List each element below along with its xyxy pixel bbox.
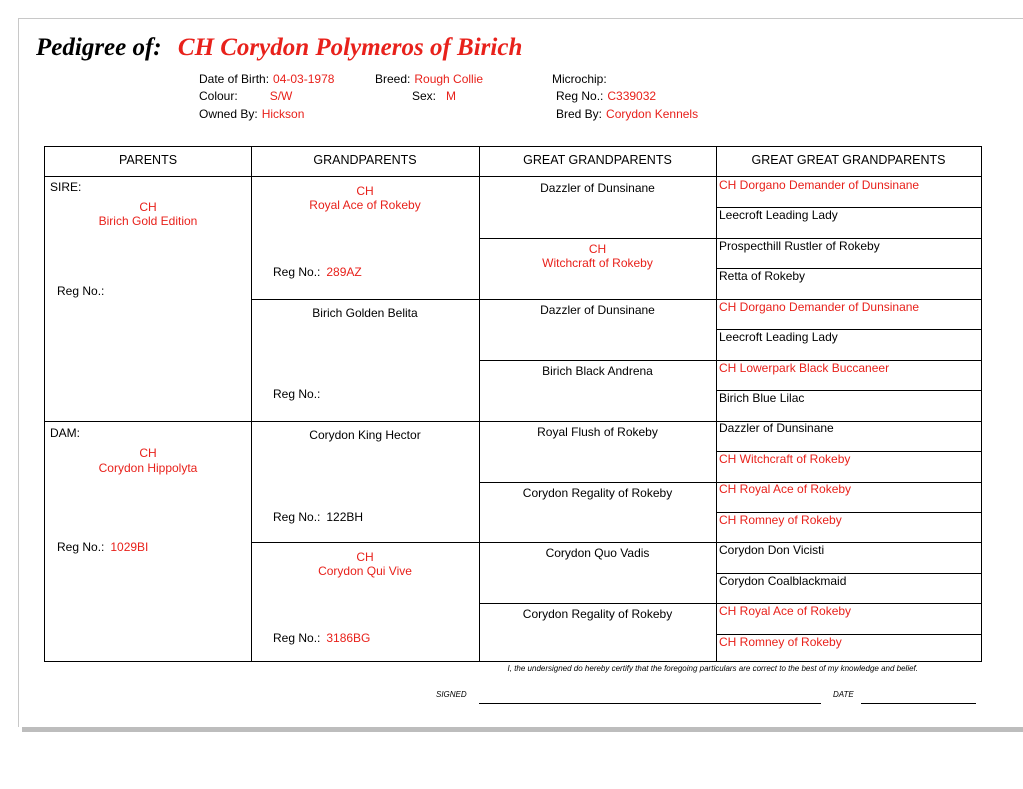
divider bbox=[479, 147, 480, 661]
sire-label: SIRE: bbox=[50, 180, 82, 194]
sex-value: M bbox=[446, 89, 457, 103]
ggg-entry: Corydon Don Vicisti bbox=[719, 543, 825, 557]
microchip-field: Microchip: bbox=[552, 72, 607, 86]
ggg-entry: CH Lowerpark Black Buccaneer bbox=[719, 361, 890, 375]
ggg-entry: Leecroft Leading Lady bbox=[719, 208, 838, 222]
sire-name: Birich Gold Edition bbox=[98, 214, 198, 228]
reg-no-field: Reg No.: C339032 bbox=[556, 89, 657, 103]
owned-by-field: Owned By: Hickson bbox=[199, 107, 305, 121]
col-header-great-great-grandparents: GREAT GREAT GRANDPARENTS bbox=[716, 147, 981, 177]
reg-no-value: C339032 bbox=[607, 89, 657, 103]
great-grandparent-name: Corydon Regality of Rokeby bbox=[522, 486, 673, 500]
great-grandparent-name: Dazzler of Dunsinane bbox=[540, 303, 655, 317]
great-grandparent-name: Corydon Regality of Rokeby bbox=[522, 607, 673, 621]
divider bbox=[716, 147, 717, 661]
pedigree-table bbox=[44, 146, 982, 662]
ggg-entry: Corydon Coalblackmaid bbox=[719, 574, 847, 588]
great-grandparent-name: Witchcraft of Rokeby bbox=[542, 256, 653, 270]
title-prefix: Pedigree of: bbox=[36, 34, 162, 61]
ggg-entry: CH Witchcraft of Rokeby bbox=[719, 452, 851, 466]
grandparent-reg: Reg No.: 3186BG bbox=[273, 631, 371, 645]
great-grandparent-name: Royal Flush of Rokeby bbox=[537, 425, 658, 439]
ggg-entry: CH Romney of Rokeby bbox=[719, 513, 842, 527]
ggg-entry: Retta of Rokeby bbox=[719, 269, 806, 283]
grandparent-reg: Reg No.: bbox=[273, 387, 321, 401]
grandparent-title: CH bbox=[356, 184, 374, 198]
grandparent-name: Corydon Qui Vive bbox=[318, 564, 412, 578]
signed-label: SIGNED bbox=[436, 690, 467, 699]
dam-label: DAM: bbox=[50, 426, 80, 440]
breed-value: Rough Collie bbox=[414, 72, 484, 86]
page-title bbox=[36, 34, 522, 62]
grandparent-title: CH bbox=[356, 550, 374, 564]
ggg-entry: Dazzler of Dunsinane bbox=[719, 421, 834, 435]
ggg-entry: CH Royal Ace of Rokeby bbox=[719, 482, 852, 496]
dob-value: 04-03-1978 bbox=[273, 72, 335, 86]
great-grandparent-name: Corydon Quo Vadis bbox=[545, 546, 650, 560]
col-header-great-grandparents: GREAT GRANDPARENTS bbox=[479, 147, 716, 177]
dam-name: Corydon Hippolyta bbox=[98, 461, 198, 475]
col-header-parents: PARENTS bbox=[45, 147, 251, 177]
certification-text: I, the undersigned do hereby certify that the foregoing particulars are correct to the best of my knowledge and belief. bbox=[507, 664, 918, 673]
grandparent-name: Corydon King Hector bbox=[309, 428, 421, 442]
dog-name: CH Corydon Polymeros of Birich bbox=[177, 34, 523, 61]
great-grandparent-title: CH bbox=[588, 242, 607, 256]
ggg-entry: Prospecthill Rustler of Rokeby bbox=[719, 239, 880, 253]
ggg-entry: CH Dorgano Demander of Dunsinane bbox=[719, 178, 920, 192]
dob-field: Date of Birth: 04-03-1978 bbox=[199, 72, 335, 86]
date-label: DATE bbox=[833, 690, 854, 699]
divider bbox=[45, 421, 981, 422]
owned-by-value: Hickson bbox=[261, 107, 305, 121]
sex-field: Sex: M bbox=[412, 89, 457, 103]
ggg-entry: CH Dorgano Demander of Dunsinane bbox=[719, 300, 920, 314]
date-line[interactable] bbox=[861, 703, 976, 704]
grandparent-name: Birich Golden Belita bbox=[312, 306, 418, 320]
col-header-grandparents: GRANDPARENTS bbox=[251, 147, 479, 177]
great-grandparent-name: Dazzler of Dunsinane bbox=[540, 181, 655, 195]
ggg-entry: CH Romney of Rokeby bbox=[719, 635, 842, 649]
great-grandparent-name: Birich Black Andrena bbox=[542, 364, 653, 378]
dam-title: CH bbox=[139, 446, 157, 460]
bred-by-value: Corydon Kennels bbox=[606, 107, 699, 121]
breed-field: Breed: Rough Collie bbox=[375, 72, 484, 86]
ggg-entry: CH Royal Ace of Rokeby bbox=[719, 604, 852, 618]
dam-reg: Reg No.: 1029BI bbox=[57, 540, 149, 554]
grandparent-reg: Reg No.: 289AZ bbox=[273, 265, 362, 279]
ggg-entry: Birich Blue Lilac bbox=[719, 391, 805, 405]
divider bbox=[251, 147, 252, 661]
sire-reg: Reg No.: bbox=[57, 284, 105, 298]
ggg-entry: Leecroft Leading Lady bbox=[719, 330, 838, 344]
grandparent-name: Royal Ace of Rokeby bbox=[309, 198, 421, 212]
signature-line[interactable] bbox=[479, 703, 821, 704]
sire-title: CH bbox=[139, 200, 157, 214]
colour-field: Colour: S/W bbox=[199, 89, 293, 103]
divider bbox=[251, 542, 981, 543]
grandparent-reg: Reg No.: 122BH bbox=[273, 510, 364, 524]
colour-value: S/W bbox=[269, 89, 293, 103]
bred-by-field: Bred By: Corydon Kennels bbox=[556, 107, 699, 121]
